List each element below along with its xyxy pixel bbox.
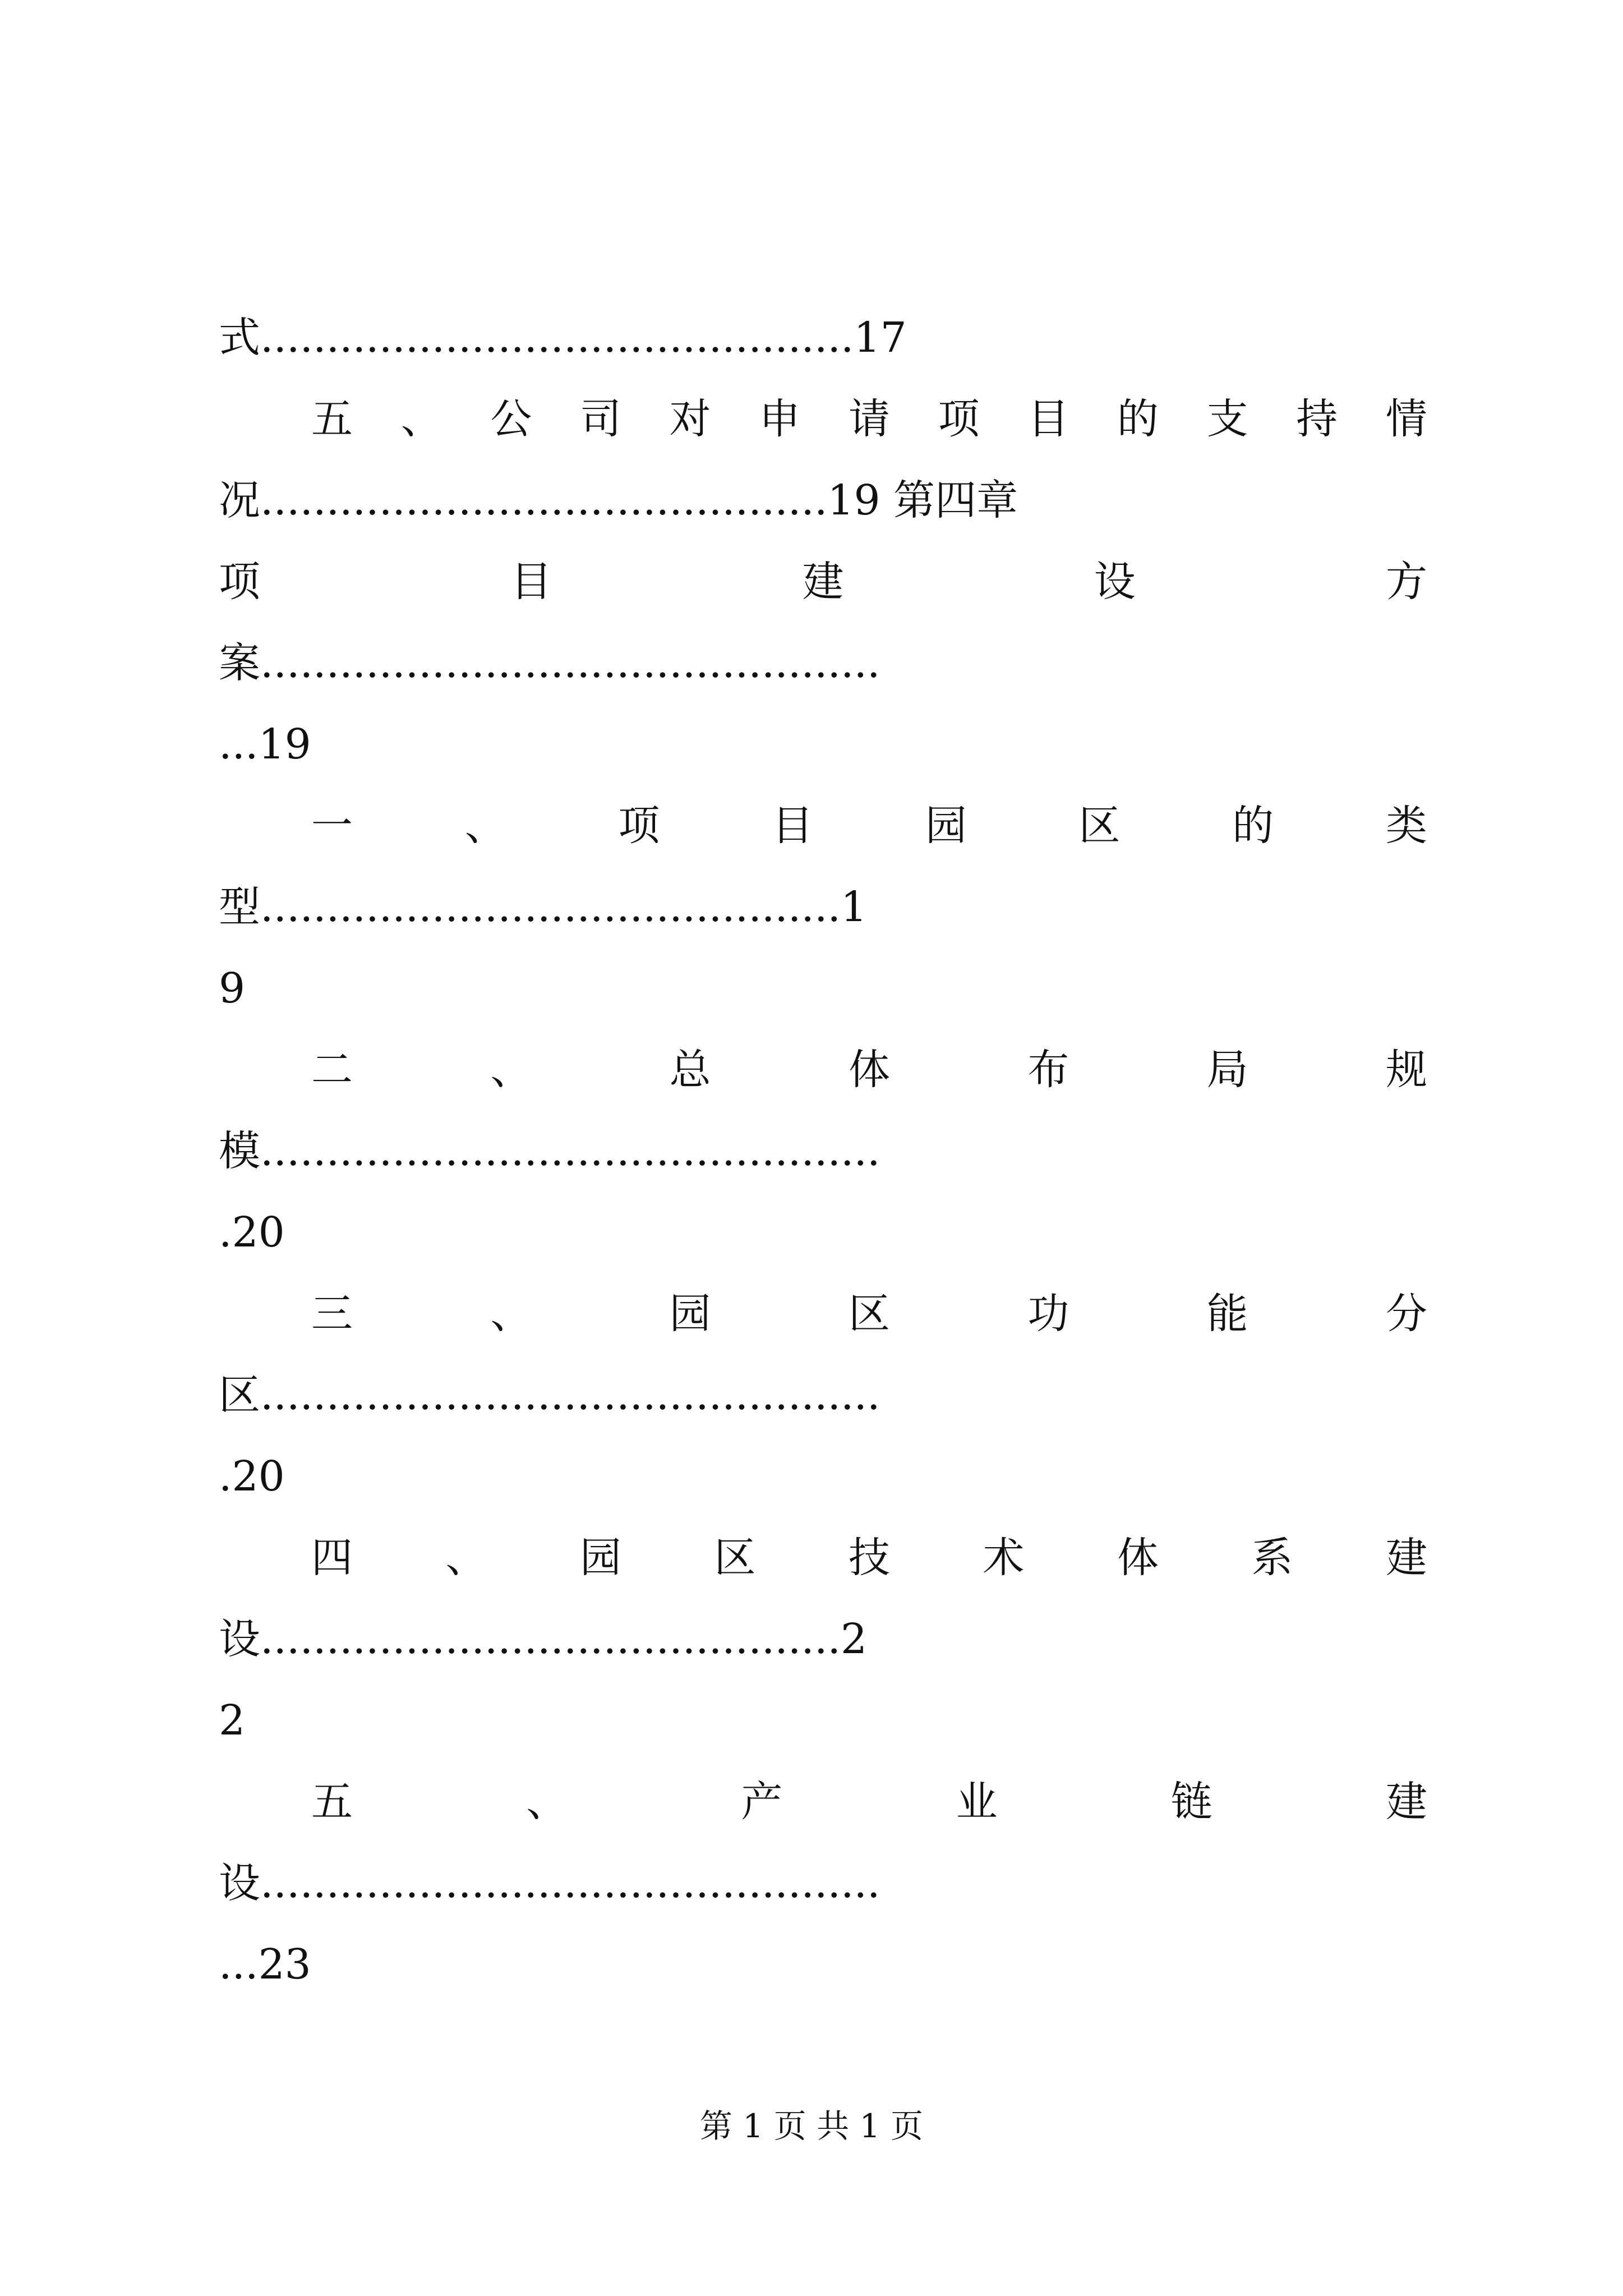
toc-char: 体: [1117, 1534, 1159, 1582]
toc-char: 能: [1206, 1290, 1248, 1338]
toc-line: 况...........................................19 第四章: [219, 476, 1018, 524]
toc-char: 公: [490, 395, 532, 443]
toc-char: 四: [311, 1534, 353, 1582]
toc-char: 、: [490, 1290, 532, 1338]
toc-char: 体: [848, 1046, 890, 1094]
toc-line: .20: [219, 1452, 285, 1501]
toc-heading-spaced: [219, 545, 1427, 618]
toc-heading-spaced: [311, 789, 1427, 862]
page-footer: 第 1 页 共 1 页: [700, 2107, 923, 2145]
toc-char: 园: [925, 802, 967, 850]
toc-char: 链: [1170, 1778, 1212, 1826]
toc-char: 园: [580, 1534, 621, 1582]
toc-char: 类: [1385, 802, 1427, 850]
toc-char: 技: [849, 1534, 890, 1582]
toc-char: 三: [311, 1290, 353, 1338]
toc-line: 案...............................................: [219, 639, 880, 687]
toc-char: 建: [1385, 1778, 1427, 1826]
toc-char: 二: [311, 1046, 353, 1094]
toc-line: ...19: [219, 720, 311, 769]
toc-char: 园: [669, 1290, 711, 1338]
toc-char: 建: [802, 558, 844, 606]
toc-line: 设............................................2: [219, 1615, 868, 1663]
toc-char: 设: [1094, 558, 1136, 606]
toc-char: 业: [956, 1778, 998, 1826]
toc-char: 区: [848, 1290, 890, 1338]
toc-heading-spaced: [311, 1765, 1427, 1838]
toc-char: 五: [311, 395, 353, 443]
toc-char: 、: [526, 1778, 568, 1826]
toc-char: 局: [1206, 1046, 1248, 1094]
toc-char: 方: [1386, 558, 1427, 606]
toc-char: 功: [1027, 1290, 1069, 1338]
toc-char: 请: [848, 395, 890, 443]
toc-char: 目: [1027, 395, 1069, 443]
toc-char: 系: [1251, 1534, 1293, 1582]
toc-char: 司: [579, 395, 621, 443]
toc-char: 情: [1385, 395, 1427, 443]
toc-char: 区: [714, 1534, 756, 1582]
toc-char: 目: [510, 558, 552, 606]
toc-char: 布: [1027, 1046, 1069, 1094]
toc-heading-spaced: [311, 383, 1427, 455]
toc-char: 、: [400, 395, 442, 443]
toc-char: 项: [938, 395, 980, 443]
toc-char: 、: [490, 1046, 532, 1094]
toc-char: 五: [311, 1778, 353, 1826]
toc-char: 建: [1386, 1534, 1427, 1582]
toc-char: 的: [1232, 802, 1274, 850]
toc-line: ...23: [219, 1940, 311, 1989]
toc-line: 设...............................................: [219, 1859, 880, 1907]
toc-char: 术: [983, 1534, 1025, 1582]
toc-line: 式.............................................17: [219, 314, 907, 362]
toc-line: .20: [219, 1208, 285, 1257]
toc-line: 区...............................................: [219, 1371, 880, 1419]
toc-char: 支: [1206, 395, 1248, 443]
toc-char: 项: [219, 558, 260, 606]
toc-char: 、: [464, 802, 506, 850]
toc-char: 区: [1078, 802, 1121, 850]
toc-char: 的: [1117, 395, 1159, 443]
toc-line: 型............................................1: [219, 883, 868, 931]
toc-char: 对: [669, 395, 711, 443]
toc-char: 、: [445, 1534, 487, 1582]
toc-char: 申: [759, 395, 801, 443]
toc-char: 分: [1385, 1290, 1427, 1338]
toc-line: 2: [219, 1696, 246, 1745]
toc-heading-spaced: [311, 1277, 1427, 1350]
toc-heading-spaced: [311, 1521, 1427, 1594]
toc-char: 总: [669, 1046, 711, 1094]
toc-line: 模...............................................: [219, 1127, 880, 1175]
toc-char: 持: [1296, 395, 1338, 443]
toc-heading-spaced: [311, 1033, 1427, 1106]
toc-char: 一: [311, 802, 353, 850]
toc-char: 产: [741, 1778, 783, 1826]
toc-char: 规: [1385, 1046, 1427, 1094]
toc-line: 9: [219, 964, 246, 1013]
toc-char: 目: [772, 802, 814, 850]
toc-char: 项: [618, 802, 660, 850]
